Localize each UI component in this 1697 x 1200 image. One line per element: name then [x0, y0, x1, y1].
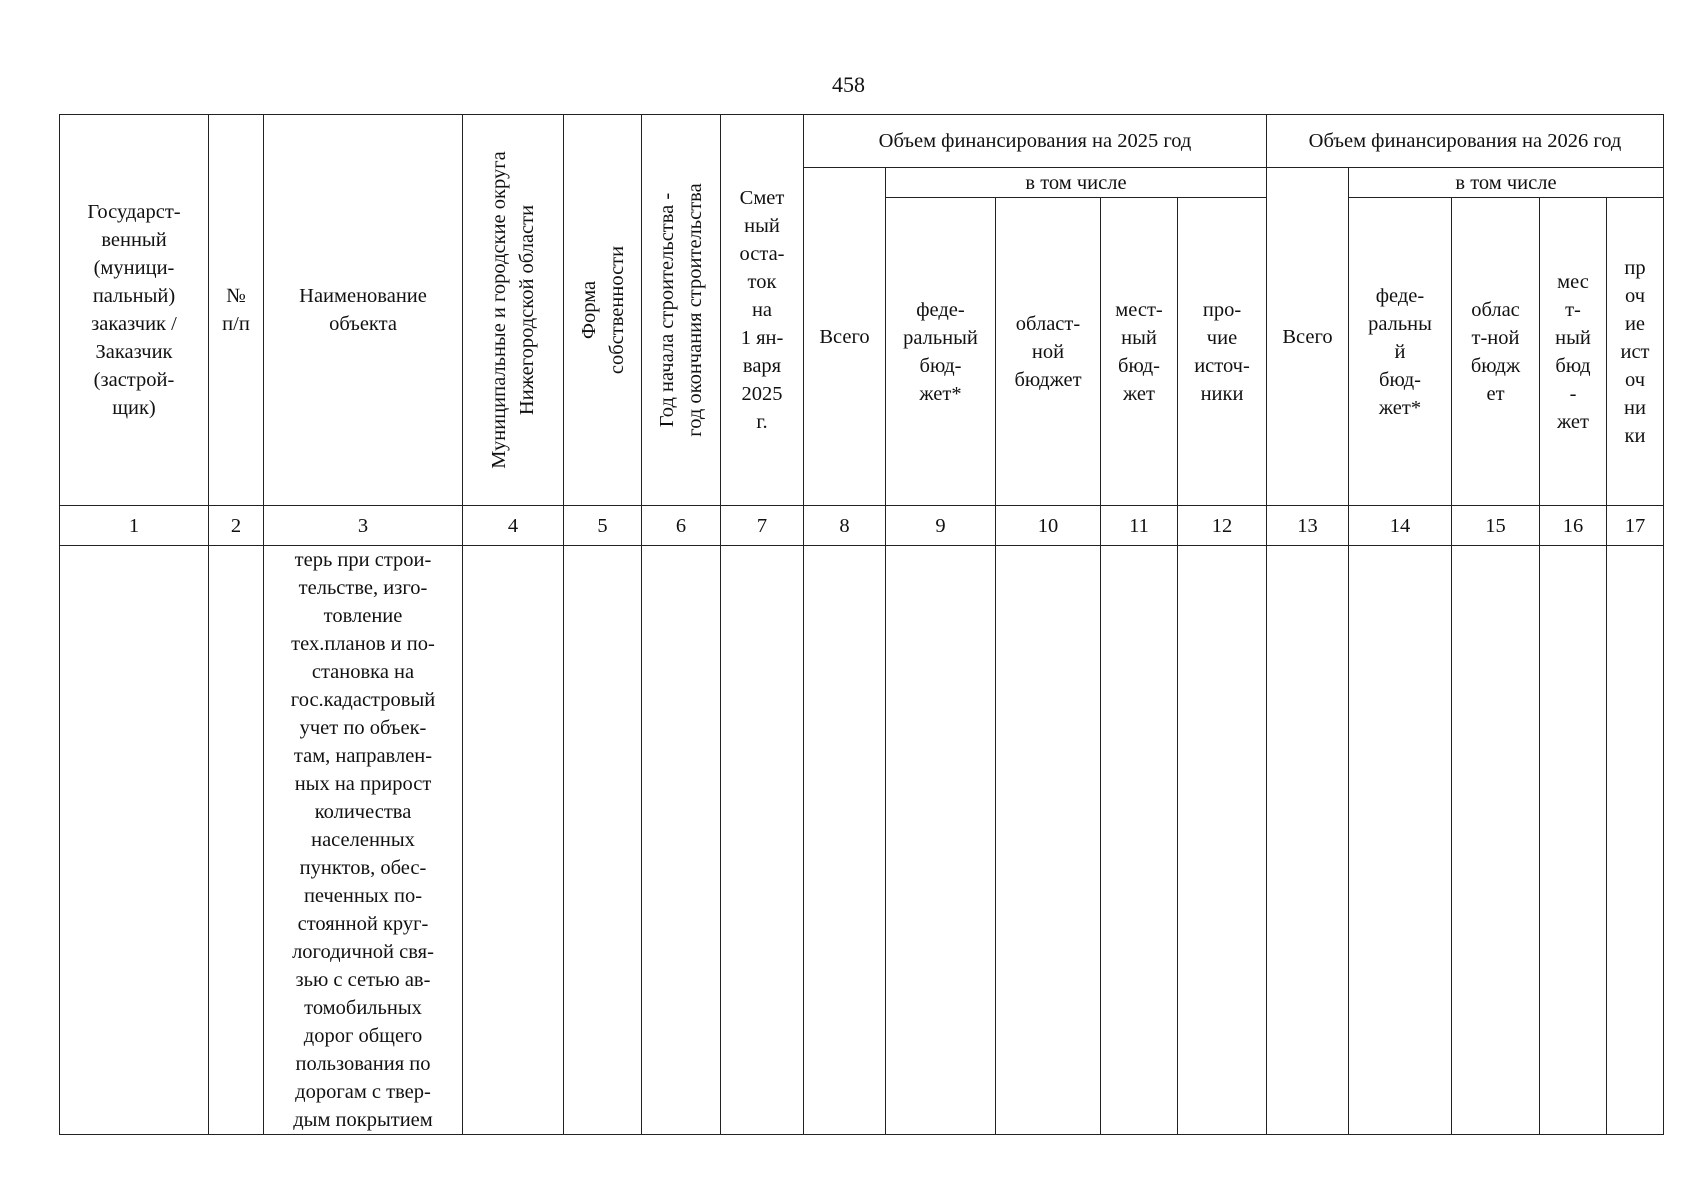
financing-table: [59, 114, 1664, 1135]
column-numbers-row: [60, 506, 1664, 546]
column-number: 8: [804, 506, 886, 546]
cell-local-2025: [1101, 546, 1178, 1135]
cell-municipality: [463, 546, 564, 1135]
column-number: 6: [642, 506, 721, 546]
header-ownership: [564, 115, 642, 506]
column-number: 9: [886, 506, 996, 546]
header-years-text: Год начала строительства - год окончания строительства: [656, 183, 706, 437]
cell-ownership: [564, 546, 642, 1135]
header-federal-2025: феде- ральный бюд- жет*: [886, 198, 996, 506]
cell-num: [209, 546, 264, 1135]
header-municipality-text: Муниципальные и городские округа Нижегородской области: [488, 151, 538, 469]
column-number: 1: [60, 506, 209, 546]
header-object-name: Наименование объекта: [264, 115, 463, 506]
header-municipality: [463, 115, 564, 506]
column-number: 15: [1452, 506, 1540, 546]
cell-customer: [60, 546, 209, 1135]
column-number: 14: [1349, 506, 1452, 546]
header-local-2025: мест- ный бюд- жет: [1101, 198, 1178, 506]
cell-total-2026: [1267, 546, 1349, 1135]
header-years: [642, 115, 721, 506]
header-num: № п/п: [209, 115, 264, 506]
column-number: 17: [1607, 506, 1664, 546]
header-federal-2026: феде- ральны й бюд- жет*: [1349, 198, 1452, 506]
column-number: 16: [1540, 506, 1607, 546]
cell-regional-2025: [996, 546, 1101, 1135]
column-number: 13: [1267, 506, 1349, 546]
column-number: 4: [463, 506, 564, 546]
cell-other-2025: [1178, 546, 1267, 1135]
header-other-2026: пр оч ие ист оч ни ки: [1607, 198, 1664, 506]
column-number: 3: [264, 506, 463, 546]
column-number: 7: [721, 506, 804, 546]
header-other-2025: про- чие источ- ники: [1178, 198, 1267, 506]
cell-local-2026: [1540, 546, 1607, 1135]
header-financing-2025: Объем финансирования на 2025 год: [804, 115, 1267, 168]
column-number: 11: [1101, 506, 1178, 546]
cell-other-2026: [1607, 546, 1664, 1135]
cell-years: [642, 546, 721, 1135]
cell-estimate: [721, 546, 804, 1135]
header-including-2026: в том числе: [1349, 168, 1664, 198]
cell-object-name: терь при строи- тельстве, изго- товление тех.планов и по- становка на гос.кадастровый учет по объек- там, направлен- ных на прирост количества населенных пунктов, обес- печенных по- стоянной круг- логодичной свя- зью с сетью ав- томобильных дорог общего пользования по дорогам с твер- дым покрытием: [264, 546, 463, 1135]
column-number: 5: [564, 506, 642, 546]
column-number: 12: [1178, 506, 1267, 546]
header-regional-2026: облас т-ной бюдж ет: [1452, 198, 1540, 506]
header-customer: Государст- венный (муници- пальный) заказчик / Заказчик (застрой- щик): [60, 115, 209, 506]
cell-regional-2026: [1452, 546, 1540, 1135]
page-number: 458: [832, 72, 865, 97]
header-ownership-text: Форма собственности: [577, 245, 628, 375]
cell-federal-2025: [886, 546, 996, 1135]
header-local-2026: мес т- ный бюд - жет: [1540, 198, 1607, 506]
header-estimate: Смет ный оста- ток на 1 ян- варя 2025 г.: [721, 115, 804, 506]
column-number: 2: [209, 506, 264, 546]
header-financing-2026: Объем финансирования на 2026 год: [1267, 115, 1664, 168]
header-regional-2025: област- ной бюджет: [996, 198, 1101, 506]
header-total-2026: Всего: [1267, 168, 1349, 506]
cell-federal-2026: [1349, 546, 1452, 1135]
header-including-2025: в том числе: [886, 168, 1267, 198]
header-total-2025: Всего: [804, 168, 886, 506]
cell-total-2025: [804, 546, 886, 1135]
table-row: [60, 546, 1664, 1135]
column-number: 10: [996, 506, 1101, 546]
